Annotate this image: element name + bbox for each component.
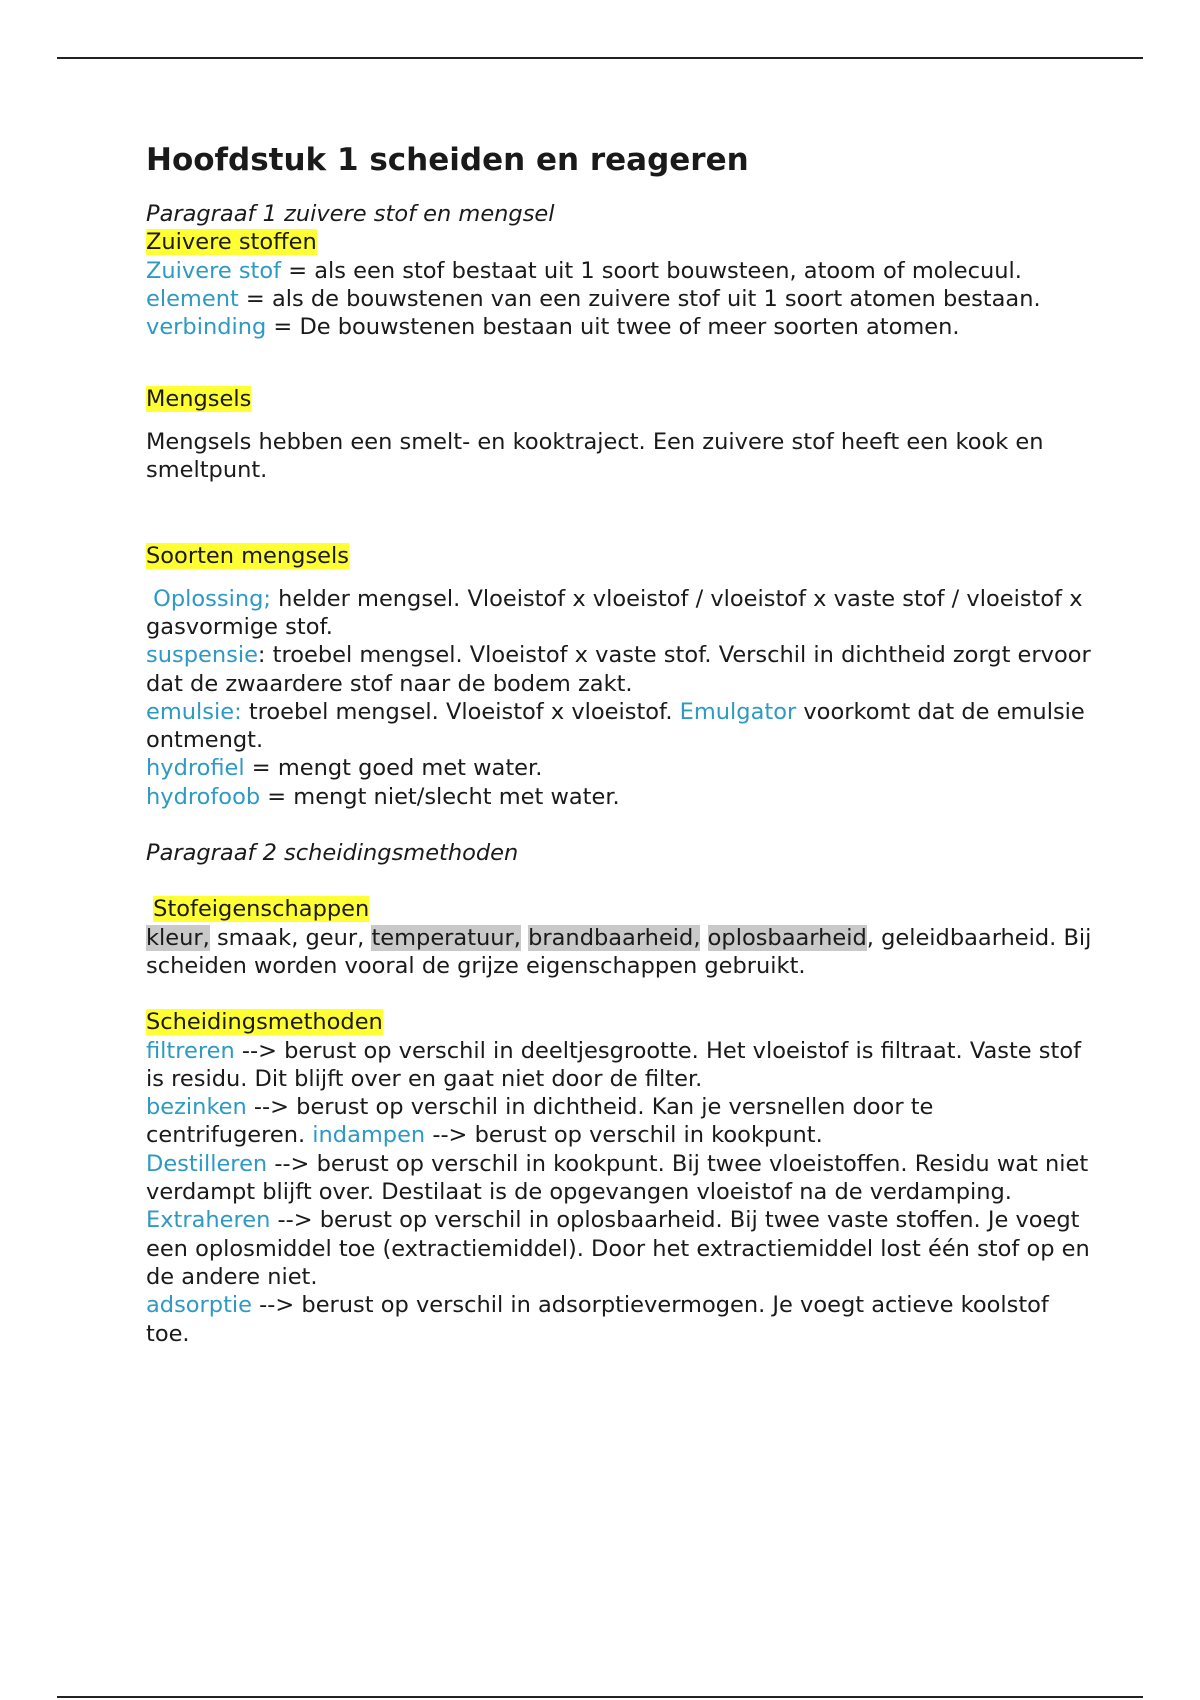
method-text: --> berust op verschil in adsorptievermogen. Je voegt actieve koolstof toe. <box>146 1292 1049 1347</box>
method-adsorptie <box>146 1291 1096 1348</box>
term-extraheren: Extraheren <box>146 1207 271 1234</box>
definition-text: voorkomt dat de emulsie ontmengt. <box>146 698 1085 754</box>
definition-text: = als een stof bestaat uit 1 soort bouwsteen, atoom of molecuul. <box>281 257 1022 284</box>
definition-element <box>146 285 1096 313</box>
term-adsorptie: adsorptie <box>146 1292 253 1319</box>
section-heading-zuivere-stoffen <box>146 228 1096 256</box>
definition-hydrofoob <box>146 783 1096 811</box>
stofeigenschappen-text <box>146 924 1096 981</box>
gray-property-kleur: kleur, <box>146 924 210 951</box>
term-destilleren: Destilleren <box>146 1150 268 1177</box>
term-emulgator: Emulgator <box>679 698 797 725</box>
method-filtreren <box>146 1037 1096 1094</box>
term-element: element <box>146 285 239 312</box>
property-text: , geleidbaarheid. Bij scheiden worden vooral de grijze eigenschappen gebruikt. <box>146 924 1092 979</box>
method-extraheren <box>146 1206 1096 1291</box>
definition-text: : troebel mengsel. Vloeistof x vaste stof. Verschil in dichtheid zorgt ervoor dat de zwaardere stof naar de bodem zakt. <box>146 642 1091 697</box>
highlight-mengsels: Mengsels <box>146 386 252 413</box>
definition-suspensie <box>146 641 1096 698</box>
term-bezinken: bezinken <box>146 1094 247 1121</box>
definition-text: = De bouwstenen bestaan uit twee of meer soorten atomen. <box>266 314 960 341</box>
term-hydrofoob: hydrofoob <box>146 783 261 810</box>
method-text: --> berust op verschil in oplosbaarheid. Bij twee vaste stoffen. Je voegt een oplosmiddel toe (extractiemiddel). Door het extractiemiddel lost één stof op en de andere niet. <box>146 1207 1090 1290</box>
term-indampen: indampen <box>312 1122 426 1149</box>
highlight-soorten-mengsels: Soorten mengsels <box>146 543 349 570</box>
definition-oplossing <box>146 585 1096 642</box>
chapter-title: Hoofdstuk 1 scheiden en reageren <box>146 142 749 178</box>
definition-zuivere-stof <box>146 257 1096 285</box>
definition-text: = als de bouwstenen van een zuivere stof uit 1 soort atomen bestaan. <box>238 285 1041 312</box>
highlight-scheidingsmethoden: Scheidingsmethoden <box>146 1009 383 1036</box>
definition-text: = mengt niet/slecht met water. <box>260 783 620 810</box>
term-zuivere-stof: Zuivere stof <box>146 257 282 284</box>
gray-property-brandbaarheid: brandbaarheid, <box>528 924 701 951</box>
bottom-rule <box>57 1696 1143 1698</box>
definition-text: = mengt goed met water. <box>244 755 543 782</box>
method-text: --> berust op verschil in dichtheid. Kan je versnellen door te centrifugeren. <box>146 1094 934 1149</box>
term-verbinding: verbinding <box>146 314 267 341</box>
term-oplossing: Oplossing; <box>153 585 271 612</box>
property-text: smaak, geur, <box>209 924 372 951</box>
paragraph-1-heading: Paragraaf 1 zuivere stof en mengsel <box>146 201 555 227</box>
method-bezinken <box>146 1093 1096 1150</box>
section-heading-soorten-mengsels <box>146 542 1096 570</box>
section-heading-mengsels <box>146 385 1096 413</box>
method-text: --> berust op verschil in deeltjesgrootte. Het vloeistof is filtraat. Vaste stof is residu. Dit blijft over en gaat niet door de filter. <box>146 1037 1082 1092</box>
term-suspensie: suspensie <box>146 642 258 669</box>
term-filtreren: filtreren <box>146 1037 235 1064</box>
paragraph-2-heading: Paragraaf 2 scheidingsmethoden <box>146 840 519 867</box>
method-text: --> berust op verschil in kookpunt. Bij twee vloeistoffen. Residu wat niet verdampt blijft over. Destilaat is de opgevangen vloeistof na de verdamping. <box>146 1150 1089 1206</box>
gray-property-temperatuur: temperatuur, <box>371 924 521 951</box>
gray-property-oplosbaarheid: oplosbaarheid <box>707 924 867 951</box>
mengsels-text: Mengsels hebben een smelt- en kooktraject. Een zuivere stof heeft een kook en smeltpunt. <box>146 428 1044 484</box>
section-heading-stofeigenschappen <box>146 895 1096 923</box>
highlight-stofeigenschappen: Stofeigenschappen <box>153 896 370 923</box>
definition-emulsie <box>146 698 1096 755</box>
document-body <box>146 140 1096 1348</box>
definition-text: helder mengsel. Vloeistof x vloeistof / vloeistof x vaste stof / vloeistof x gasvormige stof. <box>146 585 1083 640</box>
method-text: --> berust op verschil in kookpunt. <box>425 1122 823 1149</box>
section-heading-scheidingsmethoden <box>146 1008 1096 1036</box>
definition-verbinding <box>146 313 1096 341</box>
property-text <box>700 925 707 951</box>
term-emulsie: emulsie: <box>146 698 242 725</box>
term-hydrofiel: hydrofiel <box>146 755 245 782</box>
top-rule <box>57 57 1143 59</box>
definition-text: troebel mengsel. Vloeistof x vloeistof. <box>241 698 680 725</box>
highlight-zuivere-stoffen: Zuivere stoffen <box>146 229 317 256</box>
method-destilleren <box>146 1150 1096 1207</box>
definition-hydrofiel <box>146 754 1096 782</box>
